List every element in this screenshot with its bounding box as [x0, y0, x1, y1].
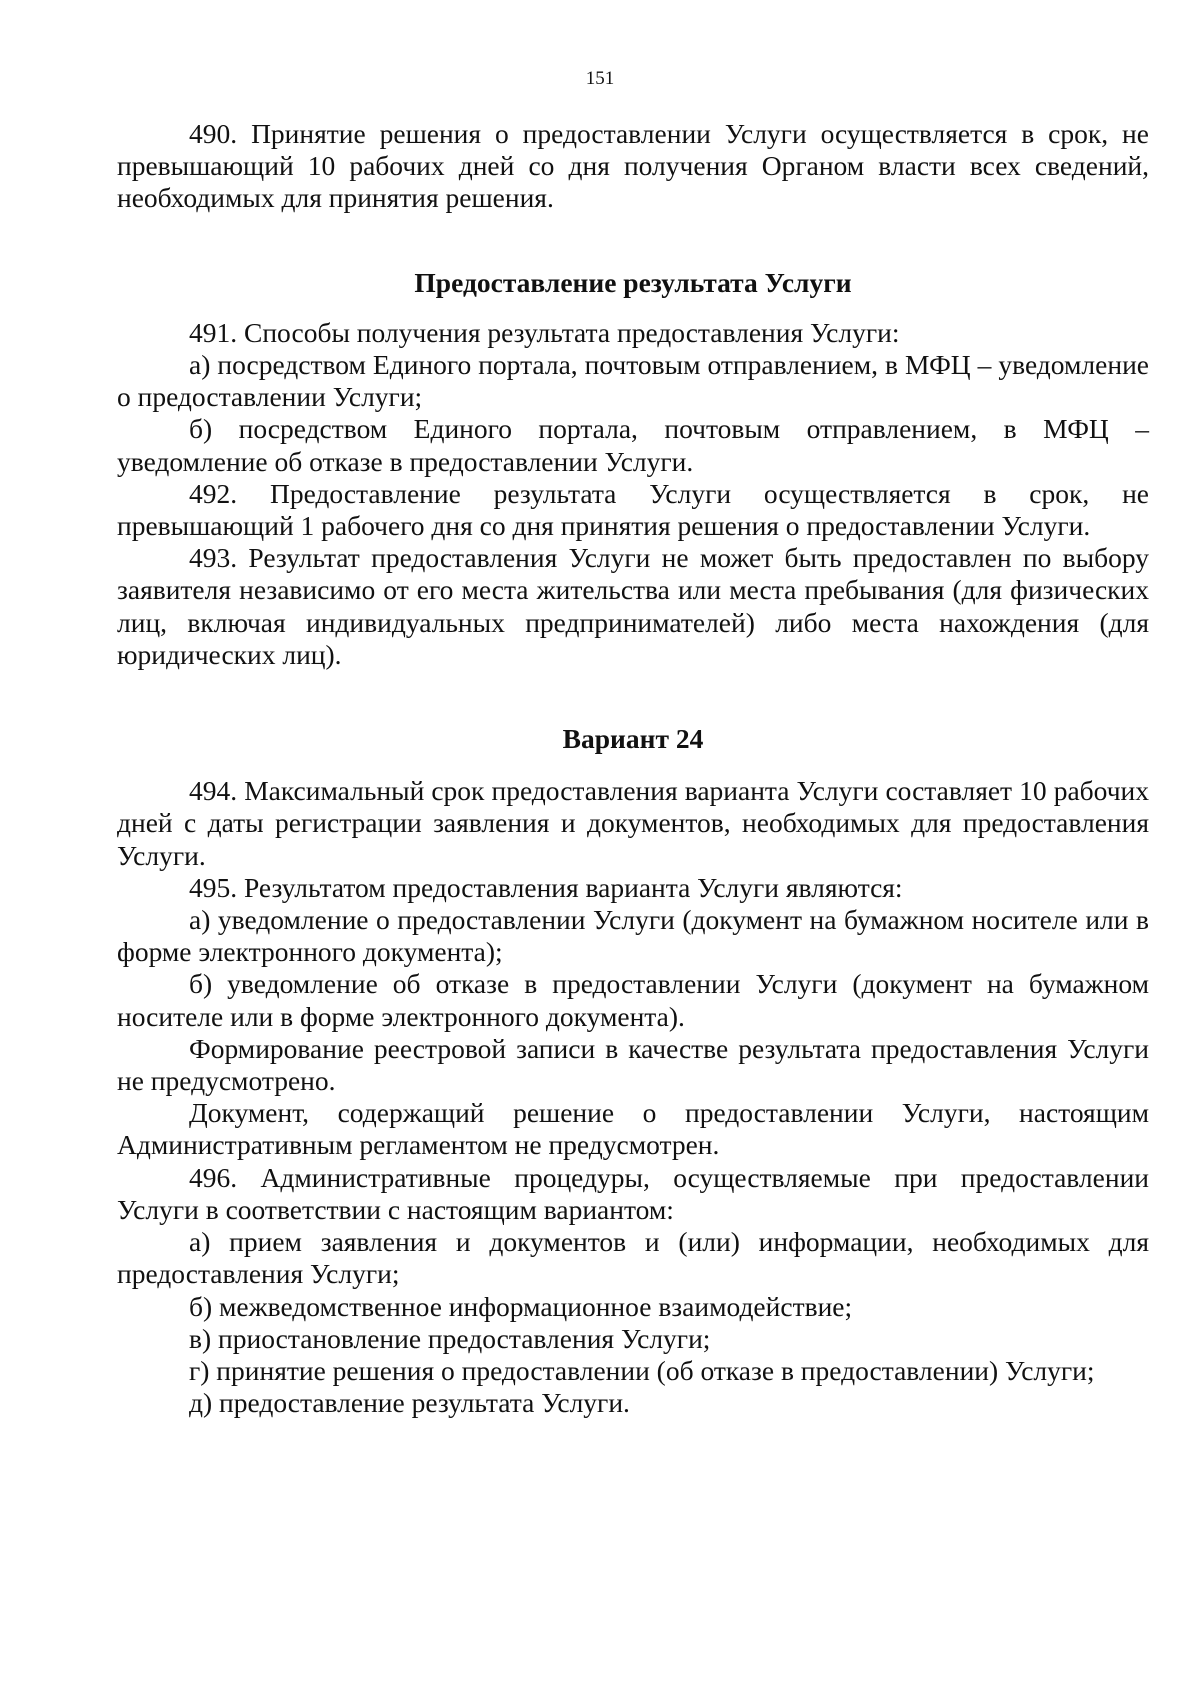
page-number: 151 — [585, 68, 615, 89]
paragraph-491-a: а) посредством Единого портала, почтовым отправлением, в МФЦ – уведомление о предоставлении Услуги; — [117, 349, 1149, 413]
paragraph-495-b: б) уведомление об отказе в предоставлении Услуги (документ на бумажном носителе или в форме электронного документа). — [117, 968, 1149, 1032]
paragraph-495-document: Документ, содержащий решение о предоставлении Услуги, настоящим Административным регламентом не предусмотрен. — [117, 1097, 1149, 1161]
paragraph-496-a: а) прием заявления и документов и (или) информации, необходимых для предоставления Услуги; — [117, 1226, 1149, 1290]
paragraph-490: 490. Принятие решения о предоставлении Услуги осуществляется в срок, не превышающий 10 рабочих дней со дня получения Органом власти всех сведений, необходимых для принятия решения. — [117, 118, 1149, 214]
paragraph-496: 496. Административные процедуры, осуществляемые при предоставлении Услуги в соответствии с настоящим вариантом: — [117, 1161, 1149, 1225]
paragraph-494: 494. Максимальный срок предоставления варианта Услуги составляет 10 рабочих дней с даты регистрации заявления и документов, необходимых для предоставления Услуги. — [117, 775, 1149, 871]
paragraph-491-b: б) посредством Единого портала, почтовым отправлением, в МФЦ – уведомление об отказе в предоставлении Услуги. — [117, 413, 1149, 477]
paragraph-496-d: г) принятие решения о предоставлении (об отказе в предоставлении) Услуги; — [189, 1354, 1095, 1386]
document-body — [117, 118, 1149, 1419]
paragraph-495-registry: Формирование реестровой записи в качестве результата предоставления Услуги не предусмотрено. — [117, 1032, 1149, 1097]
section-heading-result: Предоставление результата Услуги — [414, 266, 852, 298]
paragraph-496-e: д) предоставление результата Услуги. — [189, 1387, 630, 1419]
paragraph-492: 492. Предоставление результата Услуги осуществляется в срок, не превышающий 1 рабочего дня со дня принятия решения о предоставлении Услуги. — [117, 477, 1149, 542]
paragraph-496-c: в) приостановление предоставления Услуги; — [189, 1322, 711, 1354]
paragraph-495-a: а) уведомление о предоставлении Услуги (документ на бумажном носителе или в форме электронного документа); — [117, 904, 1149, 968]
paragraph-496-b: б) межведомственное информационное взаимодействие; — [189, 1290, 853, 1322]
section-heading-variant: Вариант 24 — [562, 723, 704, 755]
paragraph-493: 493. Результат предоставления Услуги не может быть предоставлен по выбору заявителя независимо от его места жительства или места пребывания (для физических лиц, включая индивидуальных предпринимателей) либо места нахождения (для юридических лиц). — [117, 542, 1149, 670]
paragraph-495: 495. Результатом предоставления варианта Услуги являются: — [189, 871, 903, 903]
paragraph-491: 491. Способы получения результата предоставления Услуги: — [189, 316, 900, 348]
